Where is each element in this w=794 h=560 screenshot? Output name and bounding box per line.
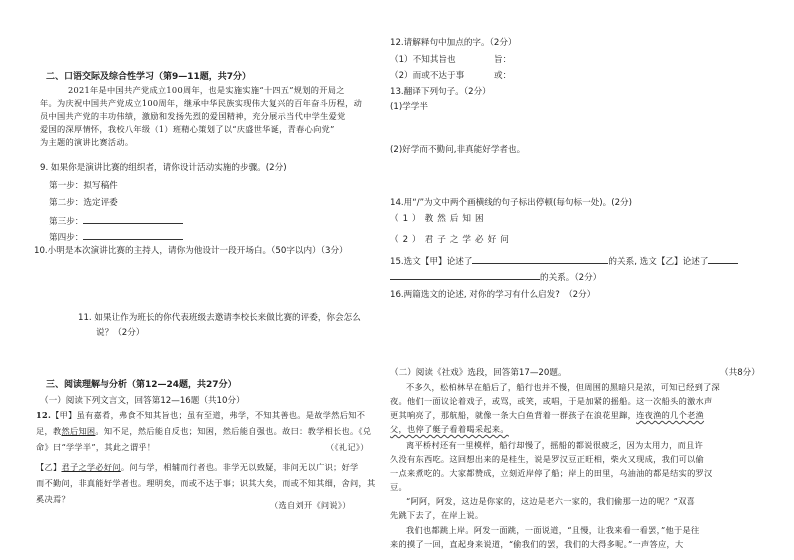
passage-paragraph-3-line: 先跳下去了，在岸上说。 (390, 510, 484, 520)
passage-jia-text: 【甲】虽有嘉肴，弗食不知其旨也；虽有至道，弗学，不知其善也。是故学然后知不 (51, 410, 366, 420)
question-15-text: 15.选文【甲】论述了 (390, 257, 473, 267)
step-3-answer-blank[interactable] (83, 214, 183, 224)
subsection-1-title: （一）阅读下列文言文，回答第12—16题（共10分） (40, 396, 245, 406)
section-2-paragraph-line: 爱国的深厚情怀，我校八年级（1）班精心策划了以“庆盛世华诞，青春心向党” (40, 124, 335, 134)
question-15-blank-2[interactable] (390, 270, 540, 280)
step-1: 第一步：拟写稿件 (49, 181, 118, 191)
passage-yi-line-1 (36, 462, 359, 473)
question-15-blank-2-start[interactable] (708, 254, 738, 264)
left-column (34, 0, 385, 560)
step-4-row (49, 230, 183, 244)
question-14-item-1: （1）教然后知困 (390, 214, 488, 224)
question-14: 14.用“/”为文中两个画横线的句子标出停顿(每句标一处)。(2分) (390, 198, 633, 208)
passage-yi-text: 【乙】 (36, 462, 62, 472)
step-3-label: 第三步： (49, 217, 84, 227)
step-4-answer-blank[interactable] (83, 230, 183, 240)
question-14-item-2: （2）君子之学必好问 (390, 235, 513, 245)
passage-paragraph-2-line: 久没有东西吃。这回想出来的是桂生，说是罗汉豆正旺相，柴火又现成，我们可以偷 (390, 454, 705, 464)
wavy-underlined-text: 连夜渔的几个老渔 (636, 410, 705, 420)
passage-paragraph-1-line: 夜。他们一面议论着戏子，或骂，或笑，或唱，于是加紧的摇船。这一次船头的激水声 (390, 396, 713, 406)
passage-yi-line-3: 奚决焉？ (36, 494, 70, 504)
passage-jia-text: 足，教 (36, 426, 62, 436)
passage-jia-line-3: 命》曰“学学半”，其此之谓乎！ (36, 442, 156, 452)
passage-jia-line-2 (36, 426, 371, 437)
passage-paragraph-2-line: 豆。 (390, 482, 407, 492)
section-2-paragraph-line: 为主题的演讲比赛活动。 (40, 137, 134, 147)
underlined-sentence-1: 然后知困 (61, 426, 96, 436)
question-12-item-1: （1）不知其旨也 (390, 55, 456, 65)
question-12-item-2: （2）而或不达于事 (390, 71, 465, 81)
passage-paragraph-3-line: “阿阿，阿发，这边是你家的，这边是老六一家的，我们偷那一边的呢？”双喜 (406, 496, 696, 506)
subsection-2-score: （共8分） (720, 368, 760, 378)
passage-paragraph-1-line (390, 410, 704, 421)
question-13-item-1: (1)学学半 (390, 102, 428, 112)
step-3-row (49, 214, 183, 228)
underlined-sentence-2: 君子之学必好问 (61, 462, 121, 472)
passage-jia-source: （《礼记》） (326, 442, 369, 452)
step-4-label: 第四步： (49, 233, 84, 243)
question-12-label: 12. (36, 410, 52, 420)
section-2-paragraph-line: 2021年是中国共产党成立100周年，也是实施实施“十四五”规划的开局之 (68, 85, 345, 95)
question-11-line-1: 11. 如果让作为班长的你代表班级去邀请李校长来做比赛的评委，你会怎么 (78, 313, 361, 323)
question-12-item-1-answer-label: 旨： (494, 55, 512, 65)
subsection-2-title: （二）阅读《社戏》选段，回答第17—20题。 (390, 368, 567, 378)
question-11-line-2: 说？（2分） (96, 328, 145, 338)
passage-paragraph-4-line: 来的摸了一回，直起身来说道，“偷我们的罢，我们的大得多呢。”一声答应，大 (390, 539, 684, 549)
question-15-line-1 (390, 254, 738, 268)
passage-paragraph-1-line (390, 424, 509, 435)
passage-jia-text: 。知不足，然后能自反也；知困，然后能自强也。故曰：教学相长也。《兑 (95, 426, 372, 436)
question-15-blank-1[interactable] (472, 254, 608, 264)
section-2-paragraph-line: 年。为庆祝中国共产党成立100周年，继承中华民族实现伟大复兴的百年奋斗历程，动 (40, 98, 363, 108)
passage-paragraph-1-line: 不多久，松柏林早在船后了，船行也并不慢，但周围的黑暗只是浓，可知已经到了深 (406, 382, 721, 392)
question-12: 12.请解释句中加点的字。（2分） (390, 38, 517, 48)
passage-yi-line-2: 而不勤问，非真能好学者也。理明矣，而或不达于事；识其大矣，而或不知其细，舍问，其 (36, 478, 376, 488)
question-12-item-2-answer-label: 或： (494, 71, 512, 81)
question-13-item-2: (2)好学而不勤问,非真能好学者也。 (390, 145, 526, 155)
question-9: 9. 如果你是演讲比赛的组织者，请你设计活动实施的步骤。(2分) (40, 163, 287, 173)
passage-paragraph-2-line: 离平桥村还有一里模样，船行却慢了，摇船的都说很疲乏，因为太用力，而且许 (406, 440, 704, 450)
passage-text: 更其响亮了，那航船，就像一条大白鱼背着一群孩子在浪花里蹿， (390, 410, 637, 420)
passage-paragraph-4-line: 我们也都跳上岸。阿发一面跳，一面说道，“且慢，让我来看一看罢，”他于是往 (406, 525, 700, 535)
question-15-text: 的关系。（2分） (540, 273, 602, 283)
passage-paragraph-2-line: 一点来煮吃的。大家都赞成，立刻近岸停了船；岸上的田里，乌油油的都是结实的罗汉 (390, 468, 713, 478)
step-2: 第二步：选定评委 (49, 198, 118, 208)
question-15-line-2 (390, 270, 601, 284)
passage-yi-source: （选自刘开《问说》） (270, 500, 351, 510)
section-2-paragraph-line: 员中国共产党的丰功伟绩，激励和发扬先烈的爱国精神，充分展示当代中学生爱党 (40, 111, 346, 121)
question-15-text: 的关系, 选文【乙】论述了 (608, 257, 709, 267)
question-10: 10.小明是本次演讲比赛的主持人，请你为他设计一段开场白。（50字以内）（3分） (34, 246, 348, 256)
question-13: 13.翻译下列句子。（2分） (390, 87, 491, 97)
passage-jia-line-1 (36, 410, 365, 421)
wavy-underlined-text: 父，也停了艇子看着喝采起来。 (390, 424, 509, 434)
section-2-title: 二、口语交际及综合性学习（第9—11题，共7分） (46, 72, 252, 82)
right-column (390, 0, 770, 560)
section-3-title: 三、阅读理解与分析（第12—24题，共27分） (46, 380, 237, 390)
question-16: 16.两篇选文的论述, 对你的学习有什么启发? （2分） (390, 290, 596, 300)
passage-yi-text: 。问与学，相辅而行者也。非学无以致疑，非问无以广识；好学 (120, 462, 359, 472)
